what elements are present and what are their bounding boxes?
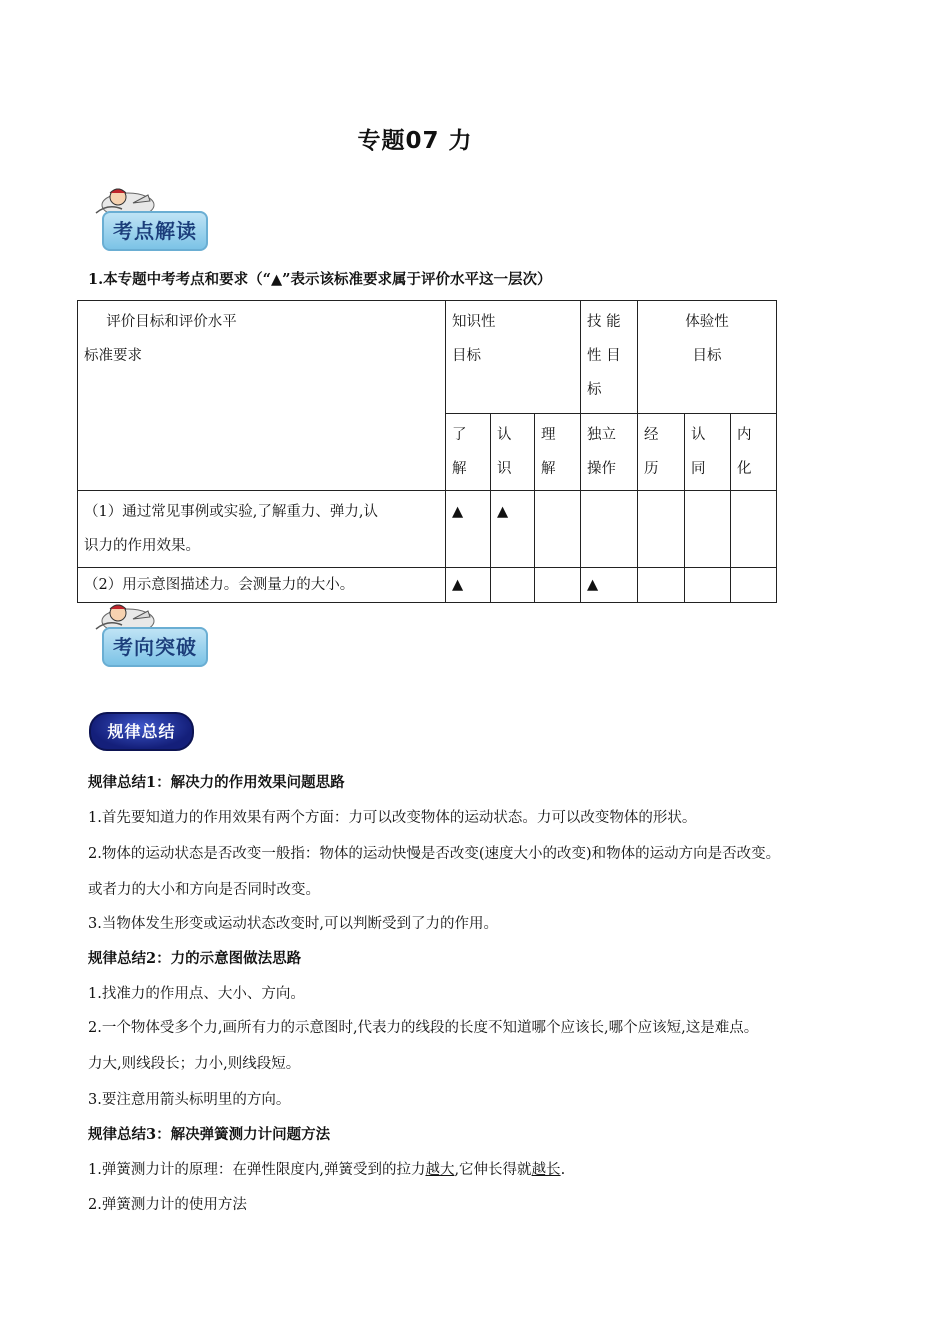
mark-cell: ▲ (446, 568, 491, 603)
rule2-heading: 规律总结2：力的示意图做法思路 (88, 950, 302, 967)
table-row (78, 491, 777, 568)
mark-cell (638, 491, 685, 568)
rule1-paragraph: 3.当物体发生形变或运动状态改变时,可以判断受到了力的作用。 (88, 916, 498, 932)
mark-cell (731, 491, 777, 568)
mark-cell (685, 568, 731, 603)
header-skill-goal: 技 能 性 目 标 (581, 301, 638, 414)
rule3-paragraph: 2.弹簧测力计的使用方法 (88, 1197, 247, 1213)
rule2-paragraph: 力大,则线段长；力小,则线段短。 (88, 1056, 301, 1072)
banner-label: 考向突破 (102, 627, 208, 667)
banner-label: 考点解读 (102, 211, 208, 251)
underlined-answer: 越大 (425, 1162, 455, 1178)
sub-header: 认 识 (491, 414, 535, 491)
mark-cell: ▲ (491, 491, 535, 568)
mark-cell (638, 568, 685, 603)
rule2-paragraph: 3.要注意用箭头标明里的方向。 (88, 1092, 291, 1108)
sub-header: 内 化 (731, 414, 777, 491)
mark-cell: ▲ (581, 568, 638, 603)
rule2-paragraph: 1.找准力的作用点、大小、方向。 (88, 986, 305, 1002)
rule1-paragraph: 2.物体的运动状态是否改变一般指：物体的运动快慢是否改变(速度大小的改变)和物体的运动方向是否改变。 (88, 846, 781, 862)
mark-cell (731, 568, 777, 603)
mark-cell (535, 568, 581, 603)
sub-header: 了 解 (446, 414, 491, 491)
mark-cell (535, 491, 581, 568)
sub-header: 经 历 (638, 414, 685, 491)
section-banner-exam-points (88, 183, 213, 251)
table-row (78, 568, 777, 603)
page-title: 专题07 力 (357, 128, 473, 154)
sub-header: 认 同 (685, 414, 731, 491)
sub-header: 独立 操作 (581, 414, 638, 491)
rule2-paragraph: 2.一个物体受多个力,画所有力的示意图时,代表力的线段的长度不知道哪个应该长,哪个应该短,这是难点。 (88, 1020, 759, 1036)
standards-table (77, 300, 777, 603)
rule1-paragraph: 或者力的大小和方向是否同时改变。 (88, 882, 320, 898)
mark-cell (581, 491, 638, 568)
header-cell-standard: 评价目标和评价水平 标准要求 (78, 301, 446, 491)
header-knowledge-goal: 知识性 目标 (446, 301, 581, 414)
section-banner-exam-directions (88, 599, 213, 667)
underlined-answer: 越长 (531, 1162, 561, 1178)
section-heading: 1.本专题中考考点和要求（“▲”表示该标准要求属于评价水平这一层次） (88, 271, 552, 288)
header-experience-goal: 体验性 目标 (638, 301, 777, 414)
mark-cell: ▲ (446, 491, 491, 568)
mark-cell (685, 491, 731, 568)
mark-cell (491, 568, 535, 603)
rule-summary-badge: 规律总结 (89, 712, 194, 751)
rule1-paragraph: 1.首先要知道力的作用效果有两个方面：力可以改变物体的运动状态。力可以改变物体的形状。 (88, 810, 697, 826)
sub-header: 理 解 (535, 414, 581, 491)
requirement-cell: （1）通过常见事例或实验,了解重力、弹力,认 识力的作用效果。 (78, 491, 446, 568)
requirement-cell: （2）用示意图描述力。会测量力的大小。 (78, 568, 446, 603)
rule3-heading: 规律总结3：解决弹簧测力计问题方法 (88, 1126, 331, 1143)
rule1-heading: 规律总结1：解决力的作用效果问题思路 (88, 774, 345, 791)
rule3-paragraph: 1.弹簧测力计的原理：在弹性限度内,弹簧受到的拉力越大,它伸长得就越长. (88, 1162, 566, 1178)
